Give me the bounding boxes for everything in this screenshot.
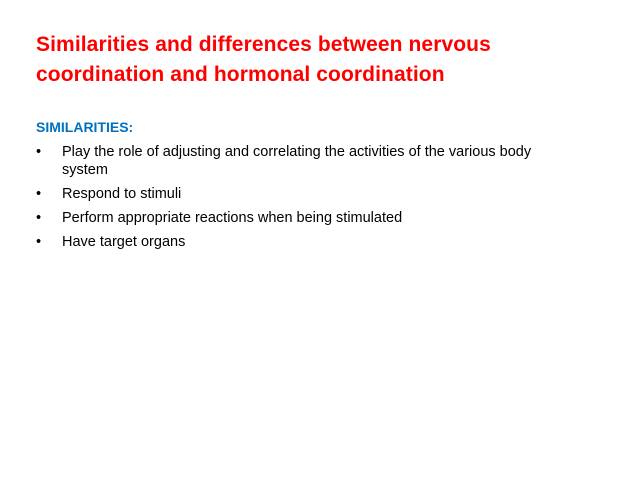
- slide-title: Similarities and differences between nervous coordination and hormonal coordination: [36, 33, 491, 86]
- similarities-heading: SIMILARITIES:: [36, 119, 134, 135]
- bullet-icon: •: [36, 144, 42, 160]
- list-item: [36, 233, 576, 251]
- list-item: [36, 143, 576, 179]
- bullet-icon: •: [36, 186, 42, 202]
- list-item-text: Play the role of adjusting and correlating the activities of the various body system: [62, 144, 532, 178]
- list-item-text: Have target organs: [62, 234, 186, 250]
- bullet-icon: •: [36, 210, 42, 226]
- list-item: [36, 185, 576, 203]
- similarities-list: [36, 143, 576, 257]
- bullet-icon: •: [36, 234, 42, 250]
- list-item-text: Perform appropriate reactions when being stimulated: [62, 210, 403, 226]
- list-item-text: Respond to stimuli: [62, 186, 182, 202]
- list-item: [36, 209, 576, 227]
